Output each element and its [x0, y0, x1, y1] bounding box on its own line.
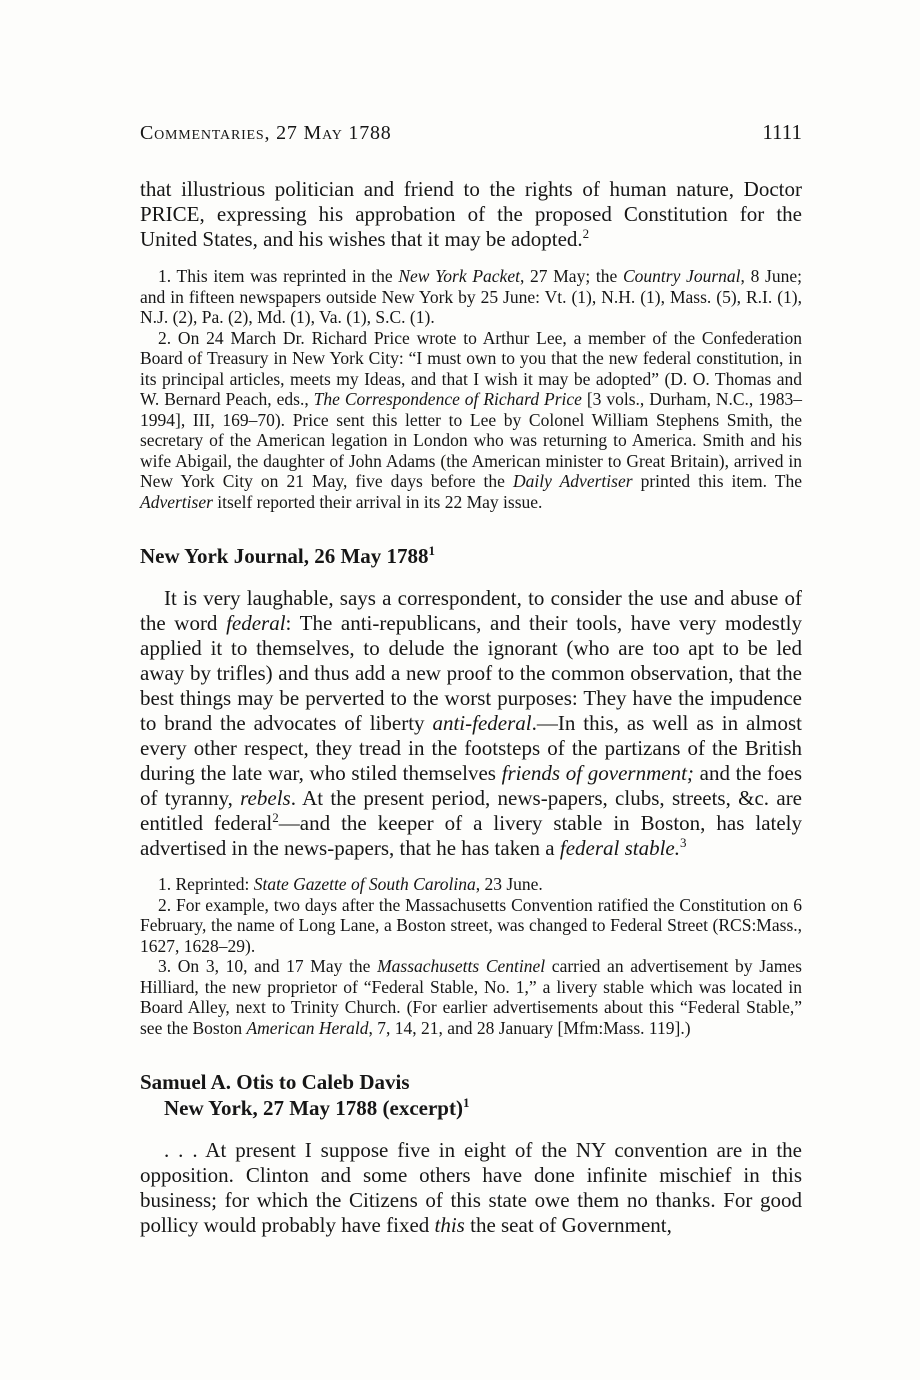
running-head: [140, 120, 802, 145]
footnote-item: 2. On 24 March Dr. Richard Price wrote to Arthur Lee, a member of the Confederation Board of Treasury in New York City: “I must own to you that the new federal constitution, in its principal articles, meets my Ideas, and that I wish it may be adopted” (D. O. Thomas and W. Bernard Peach, eds., The Correspondence of Richard Price [3 vols., Durham, N.C., 1983–1994], III, 169–70). Price sent this letter to Lee by Colonel William Stephens Smith, the secretary of the American legation in London who was returning to America. Smith and his wife Abigail, the daughter of John Adams (the American minister to Great Britain), arrived in New York City on 21 May, five days before the Daily Advertiser printed this item. The Advertiser itself reported their arrival in its 22 May issue.: [140, 327, 802, 512]
footnote-item: 1. This item was reprinted in the New York Packet, 27 May; the Country Journal, 8 June; and in fifteen newspapers outside New York by 25 June: Vt. (1), N.H. (1), Mass. (5), R.I. (1), N.J. (2), Pa. (2), Md. (1), Va. (1), S.C. (1).: [140, 266, 802, 327]
footnote-group-2: [140, 874, 802, 1038]
running-title: Commentaries, 27 May 1788: [140, 122, 392, 144]
page-number: 1111: [762, 120, 802, 144]
paragraph-new-york-journal: It is very laughable, says a correspondent, to consider the use and abuse of the word federal: The anti-republicans, and their tools, have very modestly applied it to themselves, to delude the ignorant (who are too apt to be led away by trifles) and thus add a new proof to the common observation, that the best things may be perverted to the worst purposes: They have the impudence to brand the advocates of liberty anti-federal.—In this, as well as in almost every other respect, they tread in the footsteps of the partizans of the British during the late war, who stiled themselves friends of government; and the foes of tyranny, rebels. At the present period, news-papers, clubs, streets, &c. are entitled federal$^2$—and the keeper of a livery stable in Boston, has lately advertised in the news-papers, that he has taken a federal stable.$^3$: [140, 586, 803, 860]
footnote-group-1: [140, 266, 802, 512]
footnote-item: 2. For example, two days after the Massachusetts Convention ratified the Constitution on 6 February, the name of Long Lane, a Boston street, was changed to Federal Street (RCS:Mass., 1627, 1628–29).: [140, 894, 802, 956]
footnote-item: 3. On 3, 10, and 17 May the Massachusetts Centinel carried an advertisement by James Hilliard, the new proprietor of “Federal Stable, No. 1,” a livery stable which was located in Board Alley, next to Trinity Church. (For earlier advertisements about this “Federal Stable,” see the Boston American Herald, 7, 14, 21, and 28 January [Mfm:Mass. 119].): [140, 956, 802, 1038]
section-heading-new-york-journal: New York Journal, 26 May 1788$^1$: [140, 543, 436, 568]
paragraph-otis-letter: . . . At present I suppose five in eight of the NY convention are in the opposition. Clinton and some others have done infinite mischief in this business; for which the Citizens of this state owe them no thanks. For good pollicy would probably have fixed this the seat of Government,: [140, 1138, 802, 1237]
section-heading-otis-letter: [140, 1069, 802, 1121]
footnote-item: 1. Reprinted: State Gazette of South Carolina, 23 June.: [158, 874, 543, 894]
heading-line-1: Samuel A. Otis to Caleb Davis: [140, 1070, 410, 1094]
heading-line-2: New York, 27 May 1788 (excerpt)$^1$: [164, 1095, 470, 1120]
paragraph-continuation: that illustrious politician and friend to the rights of human nature, Doctor PRICE, expressing his approbation of the proposed Constitution for the United States, and his wishes that it may be adopted.$^2$: [140, 177, 802, 251]
